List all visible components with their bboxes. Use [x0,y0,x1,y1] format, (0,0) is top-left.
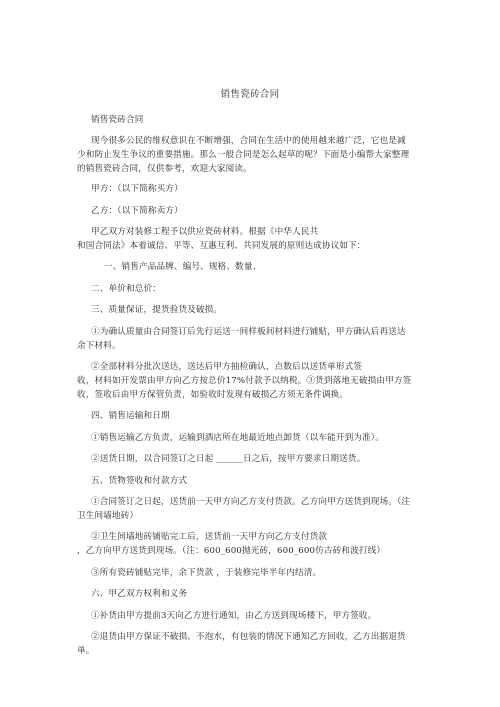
body-line: 和国合同法》本着诚信、平等、互惠互利、共同发展的原则达成协议如下： [77,241,366,251]
body-line: ③所有瓷砖铺贴完毕，余下货款 ，于装修完毕半年内结清。 [91,568,322,578]
body-line: 收，签收后由甲方保管负责，如验收时发现有破损乙方须无条件调换。 [77,390,349,400]
body-line: 卫生间墙地砖） [77,511,139,521]
body-line: 余下材料。 [77,341,121,351]
body-line: 甲方：（以下简称买方） [91,184,183,194]
body-line: 的销售瓷砖合同，仅供参考，欢迎大家阅读。 [77,164,252,174]
body-line: 二、单价和总价： [91,284,161,294]
body-line: ①补货由甲方提前3天向乙方进行通知，由乙方送到现场楼下，甲方签收。 [91,611,377,621]
body-line: 现今很多公民的维权意识在不断增强，合同在生活中的使用越来越广泛，它也是减 [91,136,406,146]
body-line: 五、货物签收和付款方式 [91,476,188,486]
body-line: 四、销售运输和日期 [91,411,170,421]
body-line: ②卫生间墙地砖铺贴完工后，送货前一天甲方向乙方支付货款 [91,532,328,542]
body-line: ①为确认质量由合同签订后先行运送一间样板间材料进行铺贴，甲方确认后再送达 [91,327,406,337]
body-line: ①合同签订之日起，送货前一天甲方向乙方支付货款。乙方向甲方送货到现场。（注 [91,497,411,507]
body-line: 乙方：（以下简称卖方） [91,206,183,216]
body-line: 一、销售产品品牌、编号、规格、数量、 [104,262,262,272]
document-title: 销售瓷砖合同 [220,89,280,100]
body-line: ，乙方向甲方送货到现场。（注：600_600抛光砖，600_600仿古砖和波打线） [77,546,386,556]
body-line: ②送货日期，以合同签订之日起 ______日之后，按甲方要求日期送货。 [91,454,366,464]
body-line: 三、质量保证，提货验货及破损。 [91,305,223,315]
body-line: ②全部材料分批次送达，送达后甲方抽检确认，点数后以送货单形式签 [91,362,363,372]
body-line: 销售瓷砖合同 [91,115,144,125]
body-line: 甲乙双方对装修工程予以供应瓷砖材料。根据《中华人民共 [91,227,319,237]
body-line: ②退货由甲方保证不破损、不泡水，有包装的情况下通知乙方回收，乙方出据退货 [91,632,406,642]
body-line: 少和防止发生争议的重要措施。那么一般合同是怎么起草的呢？下面是小编帮大家整理 [77,150,410,160]
body-line: 六、甲乙双方权利和义务 [91,589,188,599]
body-line: ①销售运输乙方负责，运输到酒店所在地最近地点卸货（以车能开到为准）。 [91,433,384,443]
body-line: 收，材料如开发票由甲方向乙方按总价17%付款予以纳税。③货到落地无破损由甲方签 [77,376,412,386]
body-line: 单。 [77,646,95,656]
